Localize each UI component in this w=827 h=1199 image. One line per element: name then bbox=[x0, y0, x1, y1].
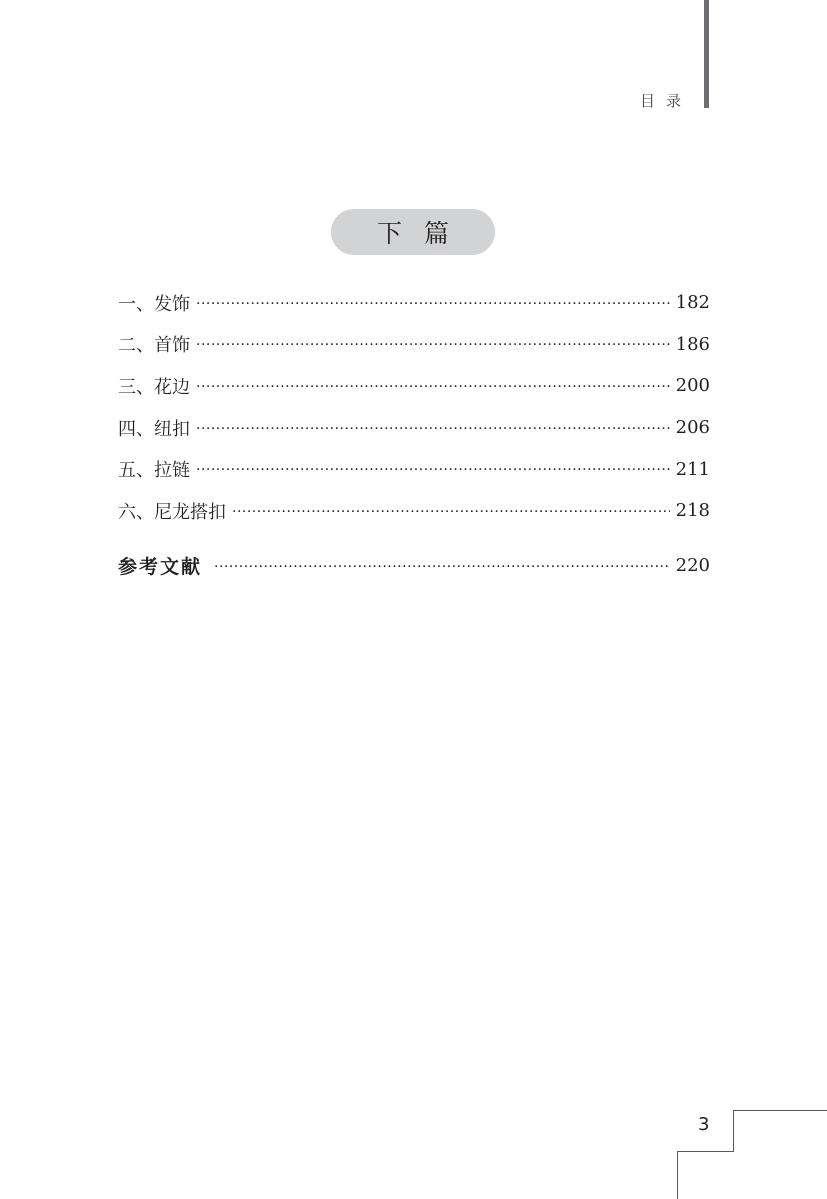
toc-leader-dots bbox=[196, 296, 670, 312]
folio-rule bbox=[677, 1151, 734, 1152]
page-number: 3 bbox=[698, 1114, 710, 1135]
toc-leader-dots bbox=[196, 421, 670, 437]
page-number-box bbox=[677, 1106, 827, 1199]
toc-entry-page: 186 bbox=[675, 333, 710, 355]
toc-entry[interactable] bbox=[118, 407, 710, 449]
section-heading bbox=[331, 209, 495, 255]
references-title: 参考文献 bbox=[118, 556, 203, 579]
toc-leader-dots bbox=[214, 559, 670, 575]
running-head: 目录 bbox=[640, 92, 693, 110]
toc-entry-page: 218 bbox=[675, 500, 710, 522]
references-section bbox=[118, 545, 710, 587]
toc-leader-dots bbox=[196, 337, 670, 353]
toc-entry[interactable] bbox=[118, 282, 710, 324]
folio-rule bbox=[733, 1110, 827, 1111]
folio-rule bbox=[677, 1151, 678, 1199]
toc-entry-title: 二、首饰 bbox=[118, 335, 190, 357]
toc-entry[interactable] bbox=[118, 490, 710, 532]
toc-entry-title: 一、发饰 bbox=[118, 293, 190, 315]
toc-entry-title: 六、尼龙搭扣 bbox=[118, 501, 226, 523]
toc-entry-title: 四、纽扣 bbox=[118, 418, 190, 440]
toc-entry[interactable] bbox=[118, 365, 710, 407]
toc-entry[interactable] bbox=[118, 324, 710, 366]
toc-leader-dots bbox=[196, 462, 670, 478]
toc-leader-dots bbox=[232, 504, 670, 520]
toc-entry-title: 三、花边 bbox=[118, 376, 190, 398]
toc-entry-page: 182 bbox=[675, 292, 710, 314]
toc-entry-references[interactable] bbox=[118, 545, 710, 587]
toc-leader-dots bbox=[196, 379, 670, 395]
header-rule bbox=[704, 0, 709, 108]
table-of-contents bbox=[118, 282, 710, 532]
toc-entry-page: 211 bbox=[675, 458, 710, 480]
toc-entry[interactable] bbox=[118, 448, 710, 490]
references-page: 220 bbox=[675, 555, 710, 577]
toc-entry-page: 206 bbox=[675, 417, 710, 439]
toc-entry-page: 200 bbox=[675, 375, 710, 397]
folio-rule bbox=[733, 1110, 734, 1152]
section-title: 下篇 bbox=[376, 219, 471, 248]
toc-entry-title: 五、拉链 bbox=[118, 460, 190, 482]
